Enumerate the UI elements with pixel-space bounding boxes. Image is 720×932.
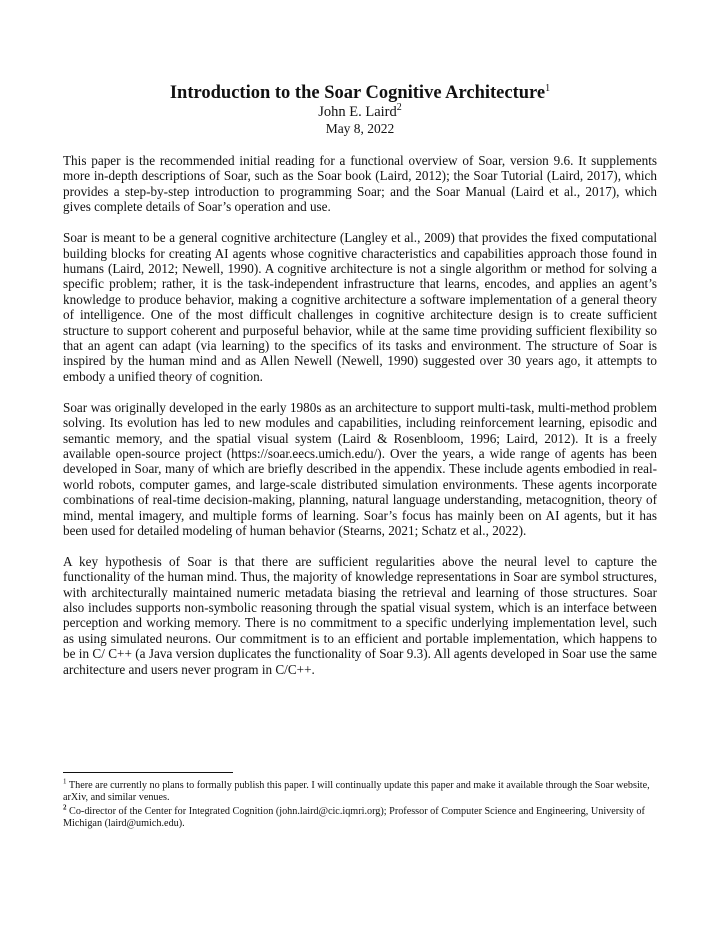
- paper-date: May 8, 2022: [325, 121, 395, 136]
- paragraph-overview: This paper is the recommended initial reading for a functional overview of Soar, version 9.6. It supplements more in-depth descriptions of Soar, such as the Soar book (Laird, 2012); the Soar Tutorial (Laird, 2017), which provides a step-by-step introduction to programming Soar; and the Soar Manual (Laird et al., 2017), which gives complete details of Soar’s operation and use.: [63, 153, 657, 215]
- footnote-2: [63, 803, 657, 831]
- paragraph-cognitive-architecture: Soar is meant to be a general cognitive architecture (Langley et al., 2009) that provides the fixed computational building blocks for creating AI agents whose cognitive characteristics and capabilities approach those found in humans (Laird, 2012; Newell, 1990). A cognitive architecture is not a single algorithm or method for solving a specific problem; rather, it is the task-independent infrastructure that learns, encodes, and applies an agent’s knowledge to produce behavior, making a cognitive architecture a software implementation of a general theory of intelligence. One of the most difficult challenges in cognitive architecture design is to create sufficient structure to support coherent and purposeful behavior, while at the same time providing sufficient flexibility so that an agent can adapt (via learning) to the specifics of its tasks and environment. The structure of Soar is inspired by the human mind and as Allen Newell (Newell, 1990) suggested over 30 years ago, it attempts to embody a unified theory of cognition.: [63, 230, 657, 384]
- footnote-2-text: Co-director of the Center for Integrated Cognition (john.laird@cic.iqmri.org); Professor of Computer Science and Engineering, University of Michigan (laird@umich.edu).: [63, 805, 645, 830]
- paragraph-history: Soar was originally developed in the early 1980s as an architecture to support multi-task, multi-method problem solving. Its evolution has led to new modules and capabilities, including reinforcement learning, episodic and semantic memory, and the spatial visual system (Laird & Rosenbloom, 1996; Laird, 2012). It is a freely available open-source project (https://soar.eecs.umich.edu/). Over the years, a wide range of agents has been developed in Soar, many of which are briefly described in the appendix. These include agents embodied in real-world robots, computer games, and large-scale distributed simulation environments. These agents incorporate combinations of real-time decision-making, planning, natural language understanding, metacognition, theory of mind, mental imagery, and multiple forms of learning. Soar’s focus has mainly been on AI agents, but it has been used for detailed modeling of human behavior (Stearns, 2021; Schatz et al., 2022).: [63, 399, 657, 538]
- author-footnote-mark: 2: [396, 102, 402, 114]
- footnote-2-mark: 2: [63, 803, 67, 812]
- paper-title: [63, 82, 657, 104]
- author-name: John E. Laird: [318, 104, 397, 120]
- footnote-1-text: There are currently no plans to formally publish this paper. I will continually update this paper and make it available through the Soar website, arXiv, and similar venues.: [63, 780, 650, 804]
- author-line: [63, 104, 657, 121]
- footnote-1-mark: 1: [63, 777, 67, 786]
- paper-page: [63, 82, 657, 693]
- paragraph-key-hypothesis: A key hypothesis of Soar is that there are sufficient regularities above the neural level to capture the functionality of the human mind. Thus, the majority of knowledge representations in Soar are symbol structures, with architecturally maintained numeric metadata biasing the retrieval and learning of those structures. Soar also includes supports non-symbolic reasoning through the spatial visual system, which is an interface between perception and working memory. There is no commitment to a specific underlying implementation level, such as using simulated neurons. Our commitment is to an efficient and portable implementation, which happens to be in C/ C++ (a Java version duplicates the functionality of Soar 9.3). All agents developed in Soar use the same architecture and users never program in C/C++.: [63, 553, 657, 677]
- title-footnote-mark: 1: [545, 82, 551, 94]
- footnotes: [63, 777, 657, 832]
- footnote-divider: [63, 772, 233, 773]
- title-text: Introduction to the Soar Cognitive Architecture: [169, 83, 546, 103]
- footnote-1: [63, 777, 657, 805]
